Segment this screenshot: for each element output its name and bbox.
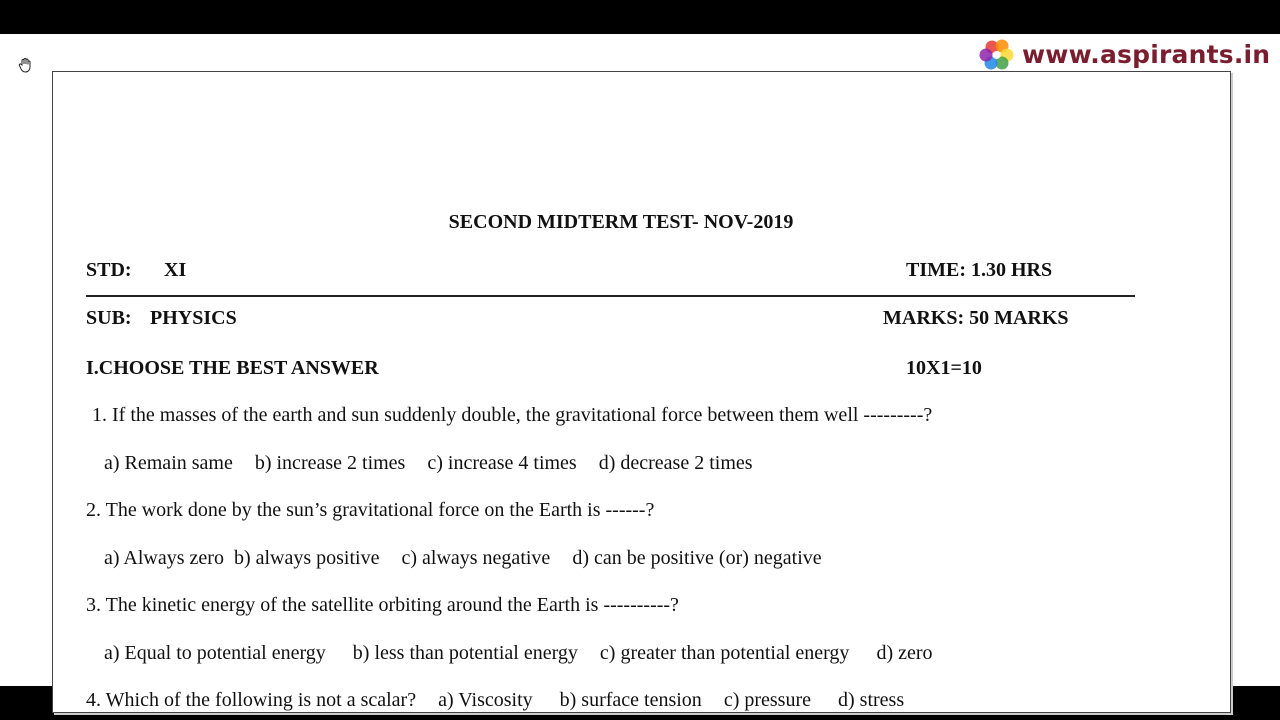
option: c) always negative bbox=[401, 547, 551, 569]
option: c) greater than potential energy bbox=[599, 642, 850, 664]
site-logo[interactable] bbox=[976, 36, 1270, 72]
document-page bbox=[52, 71, 1231, 713]
option: a) Equal to potential energy bbox=[104, 642, 326, 664]
sub-label: SUB: bbox=[86, 307, 132, 329]
option: c) increase 4 times bbox=[427, 452, 577, 474]
question-4 bbox=[86, 688, 921, 712]
option: a) Remain same bbox=[104, 452, 233, 474]
question-3-options bbox=[104, 641, 950, 665]
section-heading: I.CHOOSE THE BEST ANSWER bbox=[86, 357, 379, 379]
section-marks: 10X1=10 bbox=[906, 357, 982, 379]
option: d) zero bbox=[876, 642, 933, 664]
header-divider bbox=[86, 295, 1135, 297]
option: b) less than potential energy bbox=[352, 642, 578, 664]
std-value: XI bbox=[164, 259, 187, 281]
flower-logo-icon bbox=[976, 36, 1020, 72]
option: b) always positive bbox=[233, 547, 380, 569]
document-viewer[interactable] bbox=[0, 34, 1280, 711]
question-4-text: 4. Which of the following is not a scalar? bbox=[86, 689, 417, 711]
question-2-options bbox=[104, 546, 839, 570]
option: a) Always zero bbox=[104, 547, 224, 569]
option: d) can be positive (or) negative bbox=[572, 547, 822, 569]
logo-text: www.aspirants.in bbox=[1022, 39, 1271, 69]
question-1: 1. If the masses of the earth and sun suddenly double, the gravitational force between them well ---------? bbox=[92, 404, 933, 426]
std-label: STD: bbox=[86, 259, 132, 281]
question-1-options bbox=[104, 451, 770, 475]
marks-info: MARKS: 50 MARKS bbox=[883, 307, 1069, 329]
question-3: 3. The kinetic energy of the satellite orbiting around the Earth is ----------? bbox=[86, 594, 679, 616]
option: b) increase 2 times bbox=[254, 452, 406, 474]
page-title: SECOND MIDTERM TEST- NOV-2019 bbox=[448, 211, 794, 233]
hand-cursor-icon bbox=[17, 56, 35, 74]
option: c) pressure bbox=[723, 689, 811, 711]
time-info: TIME: 1.30 HRS bbox=[906, 259, 1053, 281]
option: d) stress bbox=[838, 689, 905, 711]
option: a) Viscosity bbox=[438, 689, 533, 711]
sub-value: PHYSICS bbox=[150, 307, 237, 329]
option: b) surface tension bbox=[559, 689, 702, 711]
option: d) decrease 2 times bbox=[598, 452, 753, 474]
question-2: 2. The work done by the sun’s gravitational force on the Earth is ------? bbox=[86, 499, 655, 521]
